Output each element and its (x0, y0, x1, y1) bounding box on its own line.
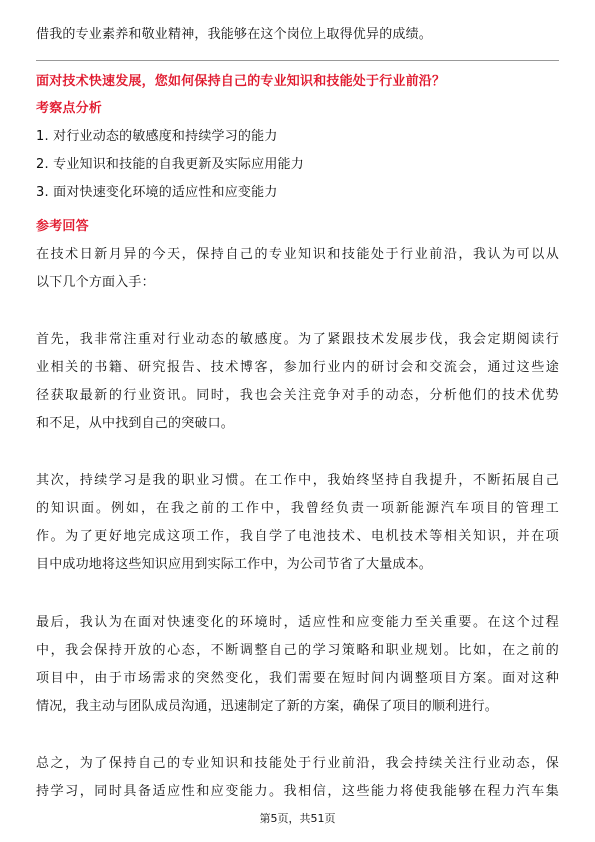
paragraph-3-line: 中，我会保持开放的心态，不断调整自己的学习策略和职业规划。比如，在之前的 (36, 643, 559, 658)
answer-intro-line: 以下几个方面入手： (36, 275, 155, 290)
analysis-item: 3. 面对快速变化环境的适应性和应变能力 (36, 185, 278, 200)
paragraph-1-line: 径获取最新的行业资讯。同时，我也会关注竞争对手的动态，分析他们的技术优势 (36, 388, 559, 403)
continued-text-line: 借我的专业素养和敬业精神，我能够在这个岗位上取得优异的成绩。 (36, 27, 433, 42)
paragraph-3-line: 最后，我认为在面对快速变化的环境时，适应性和应变能力至关重要。在这个过程 (36, 615, 559, 630)
page-number-footer: 第5页，共51页 (259, 812, 336, 825)
paragraph-2-line: 目中成功地将这些知识应用到实际工作中，为公司节省了大量成本。 (36, 557, 433, 572)
paragraph-1-line: 业相关的书籍、研究报告、技术博客，参加行业内的研讨会和交流会，通过这些途 (36, 360, 559, 375)
paragraph-3-line: 情况，我主动与团队成员沟通，迅速制定了新的方案，确保了项目的顺利进行。 (36, 699, 499, 714)
paragraph-2-line: 作。为了更好地完成这项工作，我自学了电池技术、电机技术等相关知识，并在项 (36, 529, 559, 544)
paragraph-3-line: 项目中，由于市场需求的突然变化，我们需要在短时间内调整项目方案。面对这种 (36, 671, 559, 686)
analysis-heading: 考察点分析 (36, 101, 103, 116)
paragraph-2-line: 的知识面。例如，在我之前的工作中，我曾经负责一项新能源汽车项目的管理工 (36, 501, 559, 516)
paragraph-4-line: 持学习，同时具备适应性和应变能力。我相信，这些能力将使我能够在程力汽车集 (36, 784, 559, 799)
paragraph-1-line: 和不足，从中找到自己的突破口。 (36, 416, 235, 431)
paragraph-1-line: 首先，我非常注重对行业动态的敏感度。为了紧跟技术发展步伐，我会定期阅读行 (36, 332, 559, 347)
question-heading: 面对技术快速发展，您如何保持自己的专业知识和技能处于行业前沿？ (36, 74, 446, 89)
answer-intro-line: 在技术日新月异的今天，保持自己的专业知识和技能处于行业前沿，我认为可以从 (36, 247, 559, 262)
section-divider (36, 60, 559, 61)
answer-heading: 参考回答 (36, 219, 89, 234)
paragraph-2-line: 其次，持续学习是我的职业习惯。在工作中，我始终坚持自我提升，不断拓展自己 (36, 473, 559, 488)
analysis-item: 1. 对行业动态的敏感度和持续学习的能力 (36, 129, 278, 144)
analysis-item: 2. 专业知识和技能的自我更新及实际应用能力 (36, 157, 304, 172)
paragraph-4-line: 总之，为了保持自己的专业知识和技能处于行业前沿，我会持续关注行业动态，保 (36, 756, 559, 771)
